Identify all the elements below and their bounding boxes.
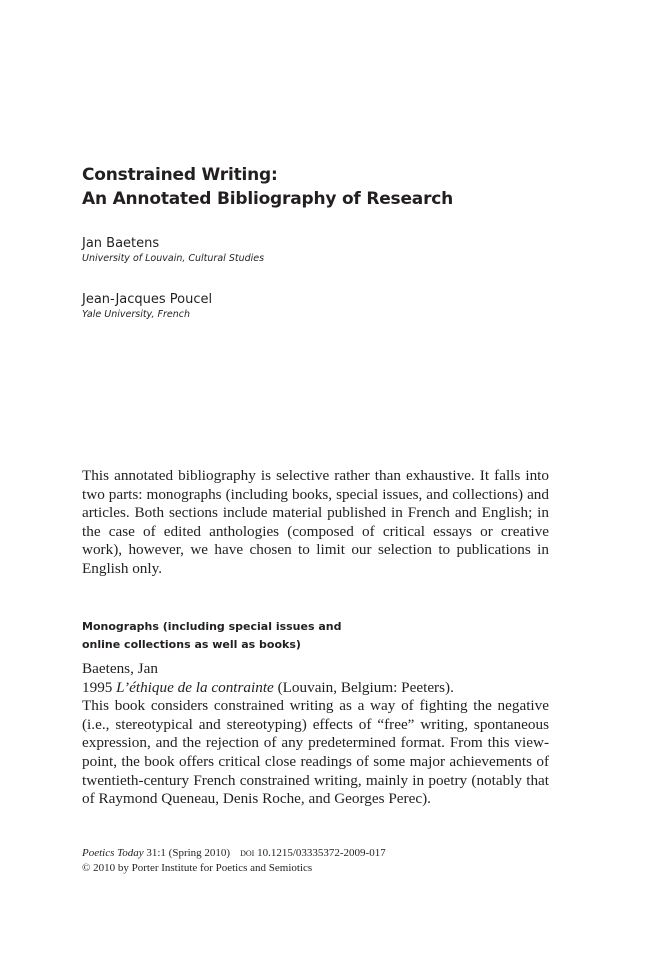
bibliography-entry	[82, 660, 549, 809]
section-heading-line-1: Monographs (including special issues and	[82, 620, 342, 633]
entry-publication: (Louvain, Belgium: Peeters).	[277, 678, 454, 696]
abstract-paragraph: This annotated bibliography is selective rather than exhaustive. It falls into two parts: monographs (including books, special issues, and collections) and articles. Both sections include material published in French and English; in the case of edited anthologies (composed of critical essays or creative work), however, we have chosen to limit our selection to publications in English only.	[82, 467, 549, 577]
author-affiliation: University of Louvain, Cultural Studies	[82, 253, 265, 264]
entry-author: Baetens, Jan	[82, 660, 158, 677]
author-block	[82, 292, 562, 322]
author-affiliation: Yale University, French	[82, 309, 190, 320]
page-footer	[82, 846, 562, 875]
copyright-notice: © 2010 by Porter Institute for Poetics and Semiotics	[82, 861, 313, 874]
article-title	[82, 163, 562, 211]
entry-year: 1995	[82, 678, 113, 696]
section-heading	[82, 618, 562, 654]
entry-citation	[82, 679, 549, 698]
footer-citation-line	[82, 846, 562, 861]
entry-annotation: This book considers constrained writing as a way of fighting the negative (i.e., stereotypical and stereotyping) effects of “free” writing, spontaneous expression, and the rejection of any predetermined format. From this viewpoint, the book offers critical close readings of some major achievements of twentieth-century French constrained writing, mainly in poetry (notably that of Raymond Queneau, Denis Roche, and Georges Perec).	[82, 697, 549, 808]
author-name: Jan Baetens	[82, 236, 160, 251]
section-heading-line-2: online collections as well as books)	[82, 638, 301, 651]
entry-title: L’éthique de la contrainte	[116, 678, 274, 696]
author-block	[82, 236, 562, 266]
article-title-line-1: Constrained Writing:	[82, 165, 278, 185]
author-name: Jean-Jacques Poucel	[82, 292, 213, 307]
journal-name: Poetics Today	[82, 847, 144, 859]
doi-text: doi 10.1215/03335372-2009-017	[240, 847, 386, 859]
journal-issue: 31:1 (Spring 2010)	[146, 847, 231, 859]
article-title-line-2: An Annotated Bibliography of Research	[82, 189, 454, 209]
